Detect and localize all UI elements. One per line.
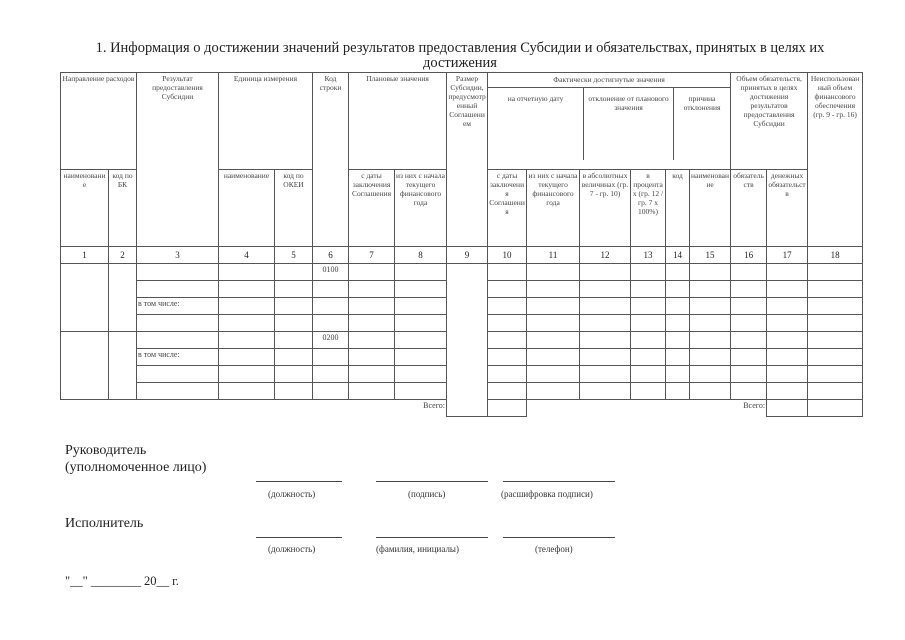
total-label-right: Всего: <box>743 401 766 410</box>
header-okei: код по ОКЕИ <box>275 170 313 247</box>
col-number: 13 <box>631 247 666 264</box>
table-cell <box>666 298 690 315</box>
table-cell <box>219 298 275 315</box>
table-cell <box>395 349 447 366</box>
header-actual: Фактически достигнутые значения <box>488 73 730 88</box>
table-cell <box>580 264 631 281</box>
table-cell <box>631 383 666 400</box>
table-cell <box>631 315 666 332</box>
table-cell <box>690 349 731 366</box>
table-cell <box>731 281 767 298</box>
table-cell <box>767 298 808 315</box>
header-row-code: Код строки <box>313 73 349 247</box>
col-number: 6 <box>313 247 349 264</box>
table-cell <box>631 281 666 298</box>
header-pct: в процентах (гр. 12 / гр. 7 x 100%) <box>631 170 666 247</box>
table-cell <box>137 366 219 383</box>
table-cell <box>395 264 447 281</box>
position2-caption: (должность) <box>268 544 316 554</box>
table-cell <box>349 332 395 349</box>
col-number: 5 <box>275 247 313 264</box>
table-cell <box>731 383 767 400</box>
col-number: 2 <box>109 247 137 264</box>
report-table <box>60 72 863 417</box>
signature-line[interactable] <box>376 481 488 482</box>
table-cell <box>313 366 349 383</box>
phone-caption: (телефон) <box>535 544 573 554</box>
table-cell <box>808 315 863 332</box>
header-plan-from-date: с даты заключения Соглашения <box>349 170 395 247</box>
header-subsidy-size: Размер Субсидии, предусмотренный Соглашением <box>447 73 488 247</box>
including-label: в том числе: <box>137 349 219 366</box>
table-cell <box>275 349 313 366</box>
table-cell <box>666 383 690 400</box>
header-unit: Единица измерения <box>219 73 313 170</box>
table-cell <box>349 264 395 281</box>
table-cell <box>580 315 631 332</box>
table-cell <box>767 315 808 332</box>
row-code-0100: 0100 <box>313 264 349 281</box>
table-cell <box>731 315 767 332</box>
table-cell <box>690 281 731 298</box>
table-cell <box>447 264 488 417</box>
table-cell <box>395 281 447 298</box>
col-number: 11 <box>527 247 580 264</box>
table-cell <box>767 349 808 366</box>
table-cell <box>631 366 666 383</box>
table-cell <box>219 264 275 281</box>
table-cell <box>219 315 275 332</box>
header-reason: причина отклонения <box>683 94 721 112</box>
table-cell <box>631 298 666 315</box>
table-cell <box>767 383 808 400</box>
total-cell <box>767 400 808 417</box>
header-abs: в абсолютных величинах (гр. 7 - гр. 10) <box>580 170 631 247</box>
table-cell <box>690 298 731 315</box>
table-cell <box>808 264 863 281</box>
table-cell <box>313 315 349 332</box>
table-cell <box>527 281 580 298</box>
table-cell <box>631 349 666 366</box>
table-cell <box>767 264 808 281</box>
table-cell <box>527 366 580 383</box>
table-cell <box>488 315 527 332</box>
table-cell <box>580 332 631 349</box>
table-cell <box>767 281 808 298</box>
col-number: 3 <box>137 247 219 264</box>
table-cell <box>808 332 863 349</box>
col-number: 18 <box>808 247 863 264</box>
table-cell <box>808 366 863 383</box>
table-cell <box>313 349 349 366</box>
table-cell <box>219 332 275 349</box>
header-fact-from-year: из них с начала текущего финансового года <box>527 170 580 247</box>
header-reason-name: наименование <box>690 170 731 247</box>
table-cell <box>61 264 109 332</box>
table-cell <box>349 366 395 383</box>
table-cell <box>275 281 313 298</box>
table-cell <box>631 264 666 281</box>
table-cell <box>313 281 349 298</box>
table-cell <box>275 332 313 349</box>
table-cell <box>767 332 808 349</box>
table-cell <box>731 264 767 281</box>
table-cell <box>808 383 863 400</box>
table-cell <box>666 332 690 349</box>
executor-label: Исполнитель <box>65 516 144 531</box>
table-cell <box>690 315 731 332</box>
fio-line[interactable] <box>376 537 488 538</box>
header-unused: Неиспользованный объем финансового обеспечения (гр. 9 - гр. 16) <box>808 73 863 247</box>
head-label: Руководитель <box>65 443 147 458</box>
position-line[interactable] <box>256 481 342 482</box>
col-number: 9 <box>447 247 488 264</box>
header-obligation-col: обязательств <box>731 170 767 247</box>
table-cell <box>527 383 580 400</box>
document-title: 1. Информация о достижении значений результатов предоставления Субсидии и обязательствах, принятых в целях их достижения <box>95 40 825 71</box>
col-number: 12 <box>580 247 631 264</box>
table-cell <box>580 298 631 315</box>
total-cell <box>488 400 527 417</box>
table-cell <box>731 298 767 315</box>
table-cell <box>631 332 666 349</box>
col-number: 4 <box>219 247 275 264</box>
table-cell <box>808 281 863 298</box>
table-cell <box>488 332 527 349</box>
table-cell <box>109 332 137 400</box>
table-cell <box>349 349 395 366</box>
table-cell <box>275 366 313 383</box>
table-cell <box>666 264 690 281</box>
date-field[interactable]: "__" ________ 20__ г. <box>65 574 179 588</box>
table-cell <box>527 315 580 332</box>
table-cell <box>488 281 527 298</box>
table-cell <box>690 383 731 400</box>
table-cell <box>731 366 767 383</box>
table-cell <box>690 332 731 349</box>
table-cell <box>767 366 808 383</box>
fio-caption: (фамилия, инициалы) <box>376 544 459 554</box>
col-number: 14 <box>666 247 690 264</box>
table-cell <box>137 281 219 298</box>
header-bk-code: код по БК <box>109 170 137 247</box>
header-code: код <box>666 170 690 247</box>
header-deviation: отклонение от планового значения <box>584 88 674 160</box>
table-cell <box>395 366 447 383</box>
table-cell <box>666 315 690 332</box>
position2-line[interactable] <box>256 537 342 538</box>
header-plan-from-year: из них с начала текущего финансового года <box>395 170 447 247</box>
table-cell <box>580 281 631 298</box>
table-cell <box>808 298 863 315</box>
table-cell <box>395 298 447 315</box>
table-cell <box>395 383 447 400</box>
header-obligations: Объем обязательств, принятых в целях достижения результатов предоставления Субсидии <box>731 73 808 170</box>
table-cell <box>666 366 690 383</box>
header-planned: Плановые значения <box>349 73 447 170</box>
table-cell <box>137 383 219 400</box>
table-cell <box>666 281 690 298</box>
table-cell <box>61 332 109 400</box>
table-cell <box>527 264 580 281</box>
table-cell <box>349 315 395 332</box>
head-sublabel: (уполномоченное лицо) <box>65 460 207 475</box>
table-cell <box>219 349 275 366</box>
table-cell <box>219 366 275 383</box>
table-cell <box>137 315 219 332</box>
table-cell <box>137 264 219 281</box>
table-cell <box>395 332 447 349</box>
header-unit-name: наименование <box>219 170 275 247</box>
header-result: Результат предоставления Субсидии <box>137 73 219 247</box>
table-cell <box>731 349 767 366</box>
col-number: 15 <box>690 247 731 264</box>
col-number: 10 <box>488 247 527 264</box>
table-cell <box>275 315 313 332</box>
table-cell <box>527 349 580 366</box>
decoding-line[interactable] <box>503 481 615 482</box>
table-cell <box>313 383 349 400</box>
table-cell <box>580 383 631 400</box>
table-cell <box>488 264 527 281</box>
table-cell <box>666 349 690 366</box>
including-label: в том числе: <box>137 298 219 315</box>
table-cell <box>137 332 219 349</box>
decoding-caption: (расшифровка подписи) <box>501 489 593 499</box>
phone-line[interactable] <box>503 537 615 538</box>
header-on-date: на отчетную дату <box>488 88 584 160</box>
table-cell <box>690 264 731 281</box>
header-fact-from-date: с даты заключения Соглашения <box>488 170 527 247</box>
header-direction: Направление расходов <box>61 73 137 170</box>
total-label: Всего: <box>423 401 446 410</box>
col-number: 8 <box>395 247 447 264</box>
header-actual-group <box>488 73 731 170</box>
col-number: 16 <box>731 247 767 264</box>
table-cell <box>349 298 395 315</box>
col-number: 1 <box>61 247 109 264</box>
table-cell <box>690 366 731 383</box>
table-cell <box>731 332 767 349</box>
table-cell <box>395 315 447 332</box>
table-cell <box>580 366 631 383</box>
table-cell <box>109 264 137 332</box>
table-cell <box>527 298 580 315</box>
table-cell <box>275 264 313 281</box>
signature-caption: (подпись) <box>408 489 446 499</box>
table-cell <box>349 383 395 400</box>
table-cell <box>808 349 863 366</box>
table-cell <box>488 349 527 366</box>
col-number: 17 <box>767 247 808 264</box>
total-cell <box>808 400 863 417</box>
table-cell <box>488 298 527 315</box>
table-cell <box>219 281 275 298</box>
col-number: 7 <box>349 247 395 264</box>
header-monetary: денежных обязательств <box>767 170 808 247</box>
table-cell <box>275 298 313 315</box>
table-cell <box>349 281 395 298</box>
table-cell <box>219 383 275 400</box>
table-cell <box>580 349 631 366</box>
table-cell <box>488 383 527 400</box>
table-cell <box>527 332 580 349</box>
position-caption: (должность) <box>268 489 316 499</box>
table-cell <box>275 383 313 400</box>
row-code-0200: 0200 <box>313 332 349 349</box>
table-cell <box>488 366 527 383</box>
table-cell <box>313 298 349 315</box>
header-name: наименование <box>61 170 109 247</box>
